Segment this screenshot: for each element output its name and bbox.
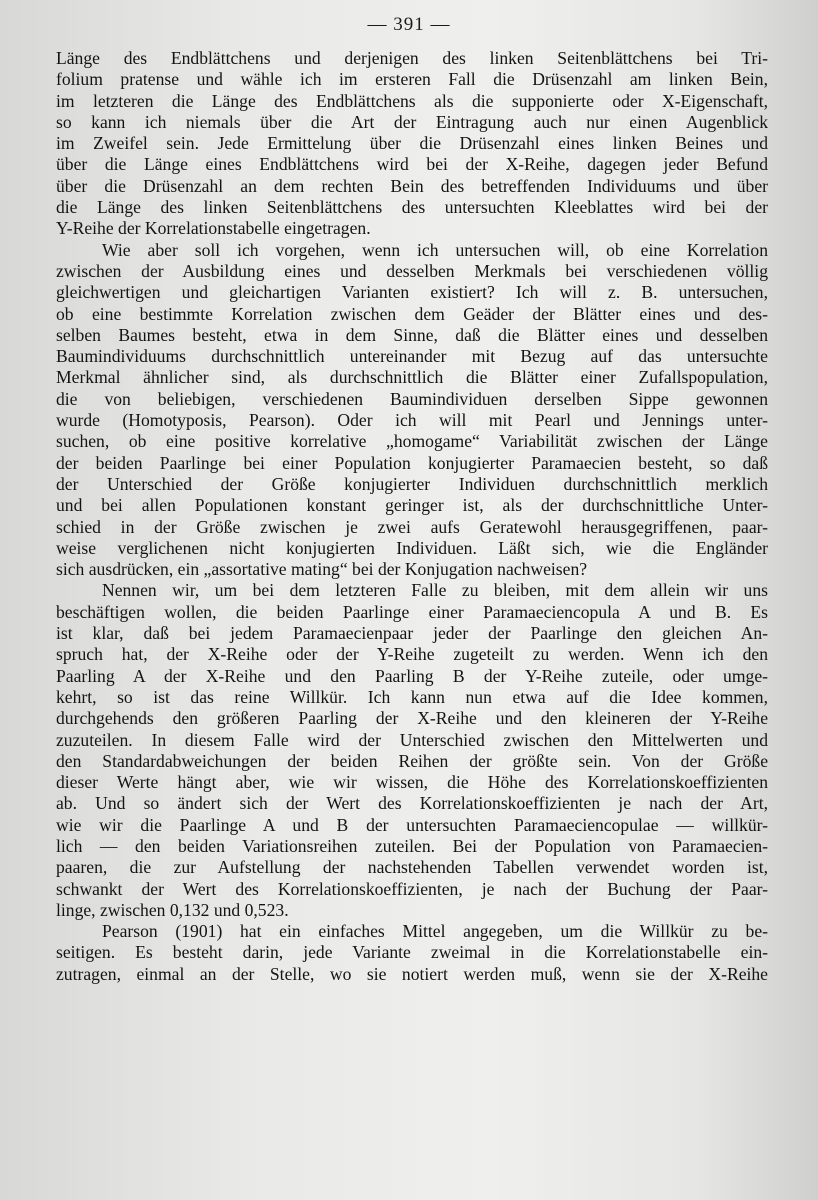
text-line: Merkmal ähnlicher sind, als durchschnittlich die Blätter einer Zufallspopulation,	[56, 367, 768, 388]
text-line: linge, zwischen 0,132 und 0,523.	[56, 899, 289, 920]
text-line: lich — den beiden Variationsreihen zuteilen. Bei der Population von Paramaecien-	[56, 835, 768, 856]
text-line: Länge des Endblättchens und derjenigen des linken Seitenblättchens bei Tri-	[56, 48, 768, 68]
text-line: selben Baumes besteht, etwa in dem Sinne, daß die Blätter eines und desselben	[56, 324, 768, 345]
text-line: Paarling A der X-Reihe und den Paarling B der Y-Reihe zuteile, oder umge-	[56, 665, 768, 686]
text-line: ob eine bestimmte Korrelation zwischen dem Geäder der Blätter eines und des-	[56, 303, 768, 324]
text-line: schwankt der Wert des Korrelationskoeffizienten, je nach der Buchung der Paar-	[56, 878, 768, 899]
text-line: zwischen der Ausbildung eines und desselben Merkmals bei verschiedenen völlig	[56, 260, 768, 281]
text-line: so kann ich niemals über die Art der Eintragung auch nur einen Augenblick	[56, 111, 768, 132]
text-line: suchen, ob eine positive korrelative „homogame“ Variabilität zwischen der Länge	[56, 431, 768, 452]
text-line: ab. Und so ändert sich der Wert des Korrelationskoeffizienten je nach der Art,	[56, 793, 768, 814]
paragraph-2	[56, 240, 768, 581]
body-text	[56, 48, 768, 985]
text-line: durchgehends den größeren Paarling der X-Reihe und den kleineren der Y-Reihe	[56, 708, 768, 729]
text-line: Nennen wir, um bei dem letzteren Falle zu bleiben, mit dem allein wir uns	[102, 580, 768, 601]
text-line: sich ausdrücken, ein „assortative mating“ bei der Konjugation nachweisen?	[56, 559, 588, 580]
text-line: und bei allen Populationen konstant geringer ist, als der durchschnittliche Unter-	[56, 495, 768, 516]
text-line: ist klar, daß bei jedem Paramaecienpaar jeder der Paarlinge den gleichen An-	[56, 623, 768, 644]
text-line: der beiden Paarlinge bei einer Population konjugierter Paramaecien besteht, so daß	[56, 452, 768, 473]
text-line: der Unterschied der Größe konjugierter Individuen durchschnittlich merklich	[56, 473, 768, 494]
text-line: im letzteren die Länge des Endblättchens als die supponierte oder X-Eigenschaft,	[56, 90, 768, 111]
text-line: die von beliebigen, verschiedenen Baumindividuen derselben Sippe gewonnen	[56, 388, 768, 409]
text-line: gleichwertigen und gleichartigen Varianten existiert? Ich will z. B. untersuchen,	[56, 282, 768, 303]
text-line: dieser Werte hängt aber, wie wir wissen, die Höhe des Korrelationskoeffizienten	[56, 772, 768, 793]
text-line: seitigen. Es besteht darin, jede Variante zweimal in die Korrelationstabelle ein-	[56, 942, 768, 963]
text-line: schied in der Größe zwischen je zwei aufs Geratewohl herausgegriffenen, paar-	[56, 516, 768, 537]
text-line: Baumindividuums durchschnittlich untereinander mit Bezug auf das untersuchte	[56, 346, 768, 367]
text-line: folium pratense und wähle ich im ersteren Fall die Drüsenzahl am linken Bein,	[56, 69, 768, 90]
text-line: im Zweifel sein. Jede Ermittelung über die Drüsenzahl eines linken Beines und	[56, 133, 768, 154]
text-line: beschäftigen wollen, die beiden Paarlinge einer Paramaeciencopula A und B. Es	[56, 601, 768, 622]
text-line: paaren, die zur Aufstellung der nachstehenden Tabellen verwendet worden ist,	[56, 857, 768, 878]
text-line: zuzuteilen. In diesem Falle wird der Unterschied zwischen den Mittelwerten und	[56, 729, 768, 750]
text-line: über die Länge eines Endblättchens wird bei der X-Reihe, dagegen jeder Befund	[56, 154, 768, 175]
text-line: Wie aber soll ich vorgehen, wenn ich untersuchen will, ob eine Korrelation	[102, 239, 768, 260]
text-line: spruch hat, der X-Reihe oder der Y-Reihe zugeteilt zu werden. Wenn ich den	[56, 644, 768, 665]
text-line: Pearson (1901) hat ein einfaches Mittel angegeben, um die Willkür zu be-	[102, 921, 768, 942]
text-line: über die Drüsenzahl an dem rechten Bein des betreffenden Individuums und über	[56, 175, 768, 196]
text-line: zutragen, einmal an der Stelle, wo sie notiert werden muß, wenn sie der X-Reihe	[56, 963, 768, 984]
paragraph-3	[56, 580, 768, 921]
paragraph-4	[56, 921, 768, 985]
text-line: weise verglichenen nicht konjugierten Individuen. Läßt sich, wie die Engländer	[56, 537, 768, 558]
text-line: kehrt, so ist das reine Willkür. Ich kann nun etwa auf die Idee kommen,	[56, 686, 768, 707]
text-line: wurde (Homotyposis, Pearson). Oder ich will mit Pearl und Jennings unter-	[56, 410, 768, 431]
text-line: den Standardabweichungen der beiden Reihen der größte sein. Von der Größe	[56, 750, 768, 771]
text-line: Y-Reihe der Korrelationstabelle eingetragen.	[56, 218, 371, 239]
text-line: die Länge des linken Seitenblättchens des untersuchten Kleeblattes wird bei der	[56, 197, 768, 218]
paragraph-1	[56, 48, 768, 240]
text-line: wie wir die Paarlinge A und B der untersuchten Paramaeciencopulae — willkür-	[56, 814, 768, 835]
page-number: — 391 —	[367, 14, 451, 35]
